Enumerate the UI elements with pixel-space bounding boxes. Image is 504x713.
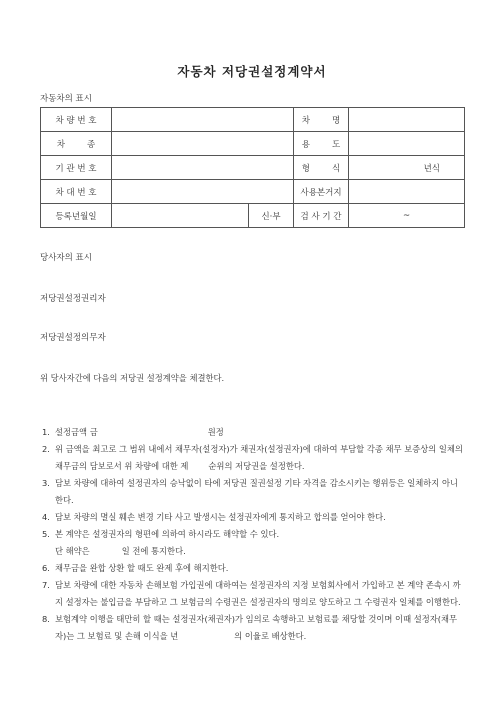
intro-text: 위 당사자간에 다음의 저당권 설정계약을 체결한다. [40, 373, 225, 383]
list-item: 4. 담보 차량의 멸실 훼손 변경 기타 사고 발생시는 설정권자에게 통지하고 합의를 얻어야 한다. [42, 512, 386, 522]
table-row [41, 108, 465, 132]
reg-date-value [112, 204, 249, 228]
model-year-label: 년식 [349, 156, 465, 180]
list-item: 5. 본 계약은 설정권자의 형편에 의하여 하시라도 해약할 수 있다. 단 해약은 일 전에 통지한다. [42, 529, 280, 556]
vehicle-section-label: 자동차의 표시 [40, 94, 92, 104]
list-item: 7. 담보 차량에 대한 자동차 손해보험 가입권에 대하여는 설정권자의 지정 보험회사에서 가입하고 본 계약 존속시 까지 설정자는 불입금을 부담하고 그 보험금의 수령권은 설정권자의 명의로 양도하고 그 수령권자 일체를 이행한다. [42, 580, 461, 607]
new-used-label: 신·부 [249, 204, 294, 228]
engine-no-label: 기 관 번 호 [41, 156, 112, 180]
base-location-label: 사용본거지 [294, 180, 349, 204]
usage-label: 용 도 [294, 132, 349, 156]
usage-value [349, 132, 465, 156]
mortgagee-label: 저당권설정권리자 [40, 294, 106, 304]
reg-no-value [112, 108, 294, 132]
terms-list [40, 424, 464, 645]
car-type-value [112, 132, 294, 156]
engine-no-value [112, 156, 294, 180]
list-item: 2. 위 금액을 최고로 그 범위 내에서 채무자(설정자)가 채권자(설정권자)에 대하여 부담할 각종 채무 보증상의 일체의 채무금의 담보로서 위 차량에 대한 제 순위의 저당권을 설정한다. [42, 444, 463, 471]
table-row [41, 132, 465, 156]
car-name-value [349, 108, 465, 132]
list-item: 6. 채무금을 완합 상환 할 때도 완제 후에 해지한다. [42, 563, 229, 573]
model-label: 형 식 [294, 156, 349, 180]
mortgagor-label: 저당권설정의무자 [40, 333, 106, 343]
vehicle-table [40, 107, 465, 228]
reg-no-label: 차 량 번 호 [41, 108, 112, 132]
list-item: 1. 설정금액 금 원정 [42, 427, 224, 437]
chassis-no-value [112, 180, 294, 204]
chassis-no-label: 차 대 번 호 [41, 180, 112, 204]
car-type-label: 차 종 [41, 132, 112, 156]
document-title: 자동차 저당권설정계약서 [177, 64, 327, 79]
table-row [41, 180, 465, 204]
parties-section-label: 당사자의 표시 [40, 253, 92, 263]
inspection-label: 검 사 기 간 [294, 204, 349, 228]
list-item: 3. 담보 차량에 대하여 설정권자의 승낙없이 타에 저당권 질권설정 기타 자격을 감소시키는 행위등은 일체하지 아니한다. [42, 478, 458, 505]
base-location-value [349, 180, 465, 204]
reg-date-label: 등록년월일 [41, 204, 112, 228]
table-row [41, 156, 465, 180]
list-item: 8. 보험계약 이행을 태만히 할 때는 설정권자(채권자)가 임의로 속행하고 보험료를 채당할 것이며 이때 설정자(채무자)는 그 보험료 및 손해 이식을 년 의 이율로 배상한다. [42, 614, 458, 641]
table-row [41, 204, 465, 228]
car-name-label: 차 명 [294, 108, 349, 132]
inspection-value: ~ [349, 204, 465, 228]
